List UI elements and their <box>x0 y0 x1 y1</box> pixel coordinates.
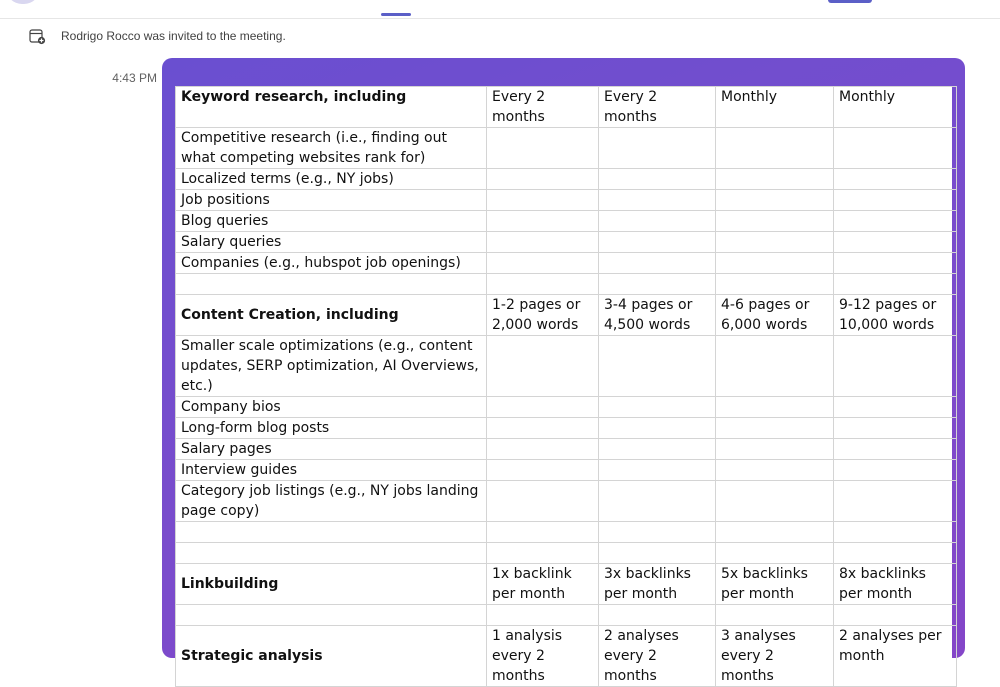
table-cell <box>834 418 957 439</box>
table-row <box>176 253 957 274</box>
table-cell <box>834 439 957 460</box>
table-cell <box>834 274 957 295</box>
table-cell <box>716 169 834 190</box>
table-row-label <box>176 274 487 295</box>
table-row-label: Job positions <box>176 190 487 211</box>
table-row <box>176 460 957 481</box>
table-cell <box>834 543 957 564</box>
system-message <box>28 27 286 45</box>
table-row <box>176 211 957 232</box>
table-row-label: Content Creation, including <box>176 295 487 336</box>
table-row <box>176 295 957 336</box>
table-cell <box>716 190 834 211</box>
table-row-label <box>176 543 487 564</box>
table-cell <box>599 169 716 190</box>
table-row <box>176 481 957 522</box>
avatar[interactable] <box>6 0 40 4</box>
message-timestamp: 4:43 PM <box>112 71 157 85</box>
table-cell: 2 analyses every 2 months <box>599 626 716 687</box>
table-row <box>176 397 957 418</box>
active-tab-indicator[interactable] <box>381 13 411 16</box>
table-cell <box>599 605 716 626</box>
table-row <box>176 543 957 564</box>
table-cell <box>599 460 716 481</box>
table-cell <box>487 439 599 460</box>
table-cell <box>487 211 599 232</box>
table-row <box>176 605 957 626</box>
table-cell <box>834 481 957 522</box>
table-cell <box>487 232 599 253</box>
table-cell <box>599 211 716 232</box>
system-message-text: Rodrigo Rocco was invited to the meeting. <box>61 29 286 43</box>
table-cell <box>599 190 716 211</box>
table-row-label: Localized terms (e.g., NY jobs) <box>176 169 487 190</box>
table-cell <box>834 253 957 274</box>
table-row <box>176 522 957 543</box>
table-cell <box>599 522 716 543</box>
table-cell <box>599 274 716 295</box>
table-cell <box>716 481 834 522</box>
table-cell <box>716 211 834 232</box>
table-row <box>176 418 957 439</box>
table-cell <box>599 253 716 274</box>
table-cell <box>487 336 599 397</box>
table-row-label: Companies (e.g., hubspot job openings) <box>176 253 487 274</box>
table-cell <box>834 128 957 169</box>
table-row-label: Blog queries <box>176 211 487 232</box>
table-row-label: Salary pages <box>176 439 487 460</box>
table-cell: 9-12 pages or 10,000 words <box>834 295 957 336</box>
table-row-label <box>176 522 487 543</box>
table-cell: 3x backlinks per month <box>599 564 716 605</box>
table-cell <box>716 522 834 543</box>
table-cell <box>716 418 834 439</box>
table-row-label: Interview guides <box>176 460 487 481</box>
table-row <box>176 87 957 128</box>
table-row-label: Long-form blog posts <box>176 418 487 439</box>
table-row <box>176 232 957 253</box>
table-cell <box>834 211 957 232</box>
table-row-label: Strategic analysis <box>176 626 487 687</box>
table-cell <box>599 481 716 522</box>
table-row-label: Keyword research, including <box>176 87 487 128</box>
table-cell: 1-2 pages or 2,000 words <box>487 295 599 336</box>
table-cell <box>834 232 957 253</box>
table-row-label: Category job listings (e.g., NY jobs landing page copy) <box>176 481 487 522</box>
table-cell: 4-6 pages or 6,000 words <box>716 295 834 336</box>
table-row-label: Smaller scale optimizations (e.g., content updates, SERP optimization, AI Overviews, etc.) <box>176 336 487 397</box>
table-cell <box>716 460 834 481</box>
table-cell: Every 2 months <box>487 87 599 128</box>
table-cell <box>834 190 957 211</box>
table-cell: Monthly <box>834 87 957 128</box>
table-cell <box>487 128 599 169</box>
table-cell <box>599 439 716 460</box>
table-cell <box>834 336 957 397</box>
table-cell <box>487 460 599 481</box>
table-cell <box>487 274 599 295</box>
table-cell <box>834 397 957 418</box>
table-row <box>176 336 957 397</box>
table-cell <box>599 397 716 418</box>
table-cell: 3 analyses every 2 months <box>716 626 834 687</box>
table-cell <box>487 190 599 211</box>
top-action-button[interactable] <box>828 0 872 3</box>
table-cell <box>487 397 599 418</box>
table-cell: 2 analyses per month <box>834 626 957 687</box>
table-cell <box>487 481 599 522</box>
table-cell <box>716 397 834 418</box>
table-cell <box>834 522 957 543</box>
table-cell <box>599 128 716 169</box>
table-cell <box>487 253 599 274</box>
table-cell <box>716 336 834 397</box>
table-cell: Every 2 months <box>599 87 716 128</box>
table-row-label: Salary queries <box>176 232 487 253</box>
table-cell <box>487 418 599 439</box>
table-cell <box>716 128 834 169</box>
table-row <box>176 564 957 605</box>
table-cell: Monthly <box>716 87 834 128</box>
table-cell: 3-4 pages or 4,500 words <box>599 295 716 336</box>
table-cell <box>834 460 957 481</box>
table-cell <box>599 418 716 439</box>
table-cell <box>487 169 599 190</box>
table-cell <box>487 543 599 564</box>
table-row-label: Company bios <box>176 397 487 418</box>
table-cell <box>716 605 834 626</box>
table-cell <box>599 336 716 397</box>
table-cell: 1 analysis every 2 months <box>487 626 599 687</box>
top-bar <box>0 0 1000 19</box>
table-cell <box>834 169 957 190</box>
calendar-add-icon <box>28 27 46 45</box>
table-row <box>176 169 957 190</box>
table-cell <box>716 543 834 564</box>
table-row <box>176 439 957 460</box>
table-cell <box>834 605 957 626</box>
table-row-label <box>176 605 487 626</box>
table-row <box>176 128 957 169</box>
table-cell: 5x backlinks per month <box>716 564 834 605</box>
table-cell <box>716 439 834 460</box>
table-cell: 8x backlinks per month <box>834 564 957 605</box>
pricing-table <box>175 86 957 687</box>
table-cell <box>716 232 834 253</box>
table-cell <box>487 605 599 626</box>
table-row-label: Linkbuilding <box>176 564 487 605</box>
table-cell <box>487 522 599 543</box>
table-cell <box>599 543 716 564</box>
pricing-table-container <box>175 86 952 687</box>
table-row-label: Competitive research (i.e., finding out what competing websites rank for) <box>176 128 487 169</box>
table-row <box>176 274 957 295</box>
table-row <box>176 626 957 687</box>
table-cell <box>716 253 834 274</box>
table-cell <box>716 274 834 295</box>
table-row <box>176 190 957 211</box>
table-cell: 1x backlink per month <box>487 564 599 605</box>
table-cell <box>599 232 716 253</box>
message-bubble[interactable] <box>162 58 965 684</box>
